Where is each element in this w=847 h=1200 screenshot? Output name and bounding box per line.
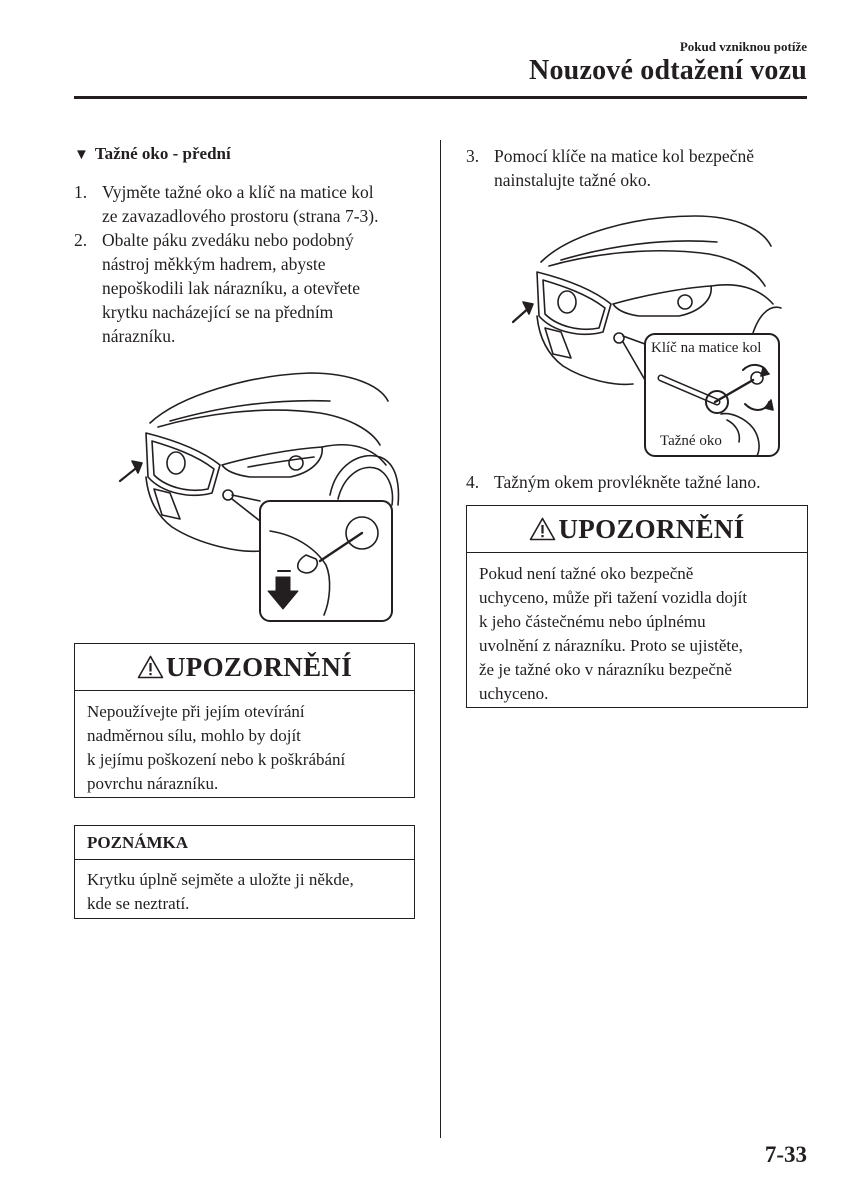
- warning-line: Nepoužívejte při jejím otevírání: [87, 702, 305, 721]
- wrench-label: Klíč na matice kol: [651, 340, 762, 356]
- warning-line: k jejímu poškození nebo k poškrábání: [87, 750, 346, 769]
- note-line: kde se neztratí.: [87, 894, 190, 913]
- step-line: nepoškodili lak nárazníku, a otevřete: [102, 278, 361, 298]
- step-line: Vyjměte tažné oko a klíč na matice kol: [102, 182, 374, 202]
- step-number: 4.: [466, 472, 480, 492]
- warning-title: UPOZORNĚNÍ: [165, 651, 352, 682]
- step-line: krytku nacházející se na předním: [102, 302, 334, 322]
- step-number: 3.: [466, 146, 480, 166]
- car-front-cover-illustration: [110, 365, 400, 627]
- step-line: nástroj měkkým hadrem, abyste: [102, 254, 326, 274]
- note-title: POZNÁMKA: [75, 826, 414, 860]
- warning-line: nadměrnou sílu, mohlo by dojít: [87, 726, 301, 745]
- warning-line: uchyceno.: [479, 684, 549, 703]
- step-4: [466, 470, 806, 494]
- warning-box-right: [466, 505, 808, 708]
- step-1: [74, 180, 424, 228]
- section-title: Pokud vzniknou potíže: [679, 39, 807, 54]
- page-title: Nouzové odtažení vozu: [529, 55, 807, 86]
- step-3: [466, 144, 806, 192]
- warning-body: [75, 691, 414, 804]
- note-line: Krytku úplně sejměte a uložte ji někde,: [87, 870, 354, 889]
- step-line: Pomocí klíče na matice kol bezpečně: [494, 146, 754, 166]
- tow-eye-install-illustration: [505, 212, 785, 460]
- subheading: [74, 144, 231, 164]
- page-number: 7-33: [764, 1142, 807, 1167]
- step-2: [74, 228, 424, 348]
- step-line: Obalte páku zvedáku nebo podobný: [102, 230, 354, 250]
- warning-title: UPOZORNĚNÍ: [558, 513, 745, 544]
- warning-line: povrchu nárazníku.: [87, 774, 219, 793]
- warning-box-left: [74, 643, 415, 798]
- warning-header: [467, 506, 807, 553]
- warning-header: [75, 644, 414, 691]
- step-number: 1.: [74, 182, 88, 202]
- step-number: 2.: [74, 230, 88, 250]
- warning-line: Pokud není tažné oko bezpečně: [479, 564, 694, 583]
- step-line: nainstalujte tažné oko.: [494, 170, 651, 190]
- subheading-text: Tažné oko - přední: [94, 144, 231, 163]
- header-rule: [74, 96, 807, 99]
- warning-line: uvolnění z nárazníku. Proto se ujistěte,: [479, 636, 743, 655]
- step-line: ze zavazadlového prostoru (strana 7-3).: [102, 206, 379, 226]
- triangle-bullet-icon: ▼: [74, 147, 89, 163]
- note-box: [74, 825, 415, 919]
- warning-triangle-icon: [529, 517, 556, 541]
- step-line: nárazníku.: [102, 326, 176, 346]
- step-line: Tažným okem provlékněte tažné lano.: [494, 472, 761, 492]
- warning-line: k jeho částečnému nebo úplnému: [479, 612, 706, 631]
- note-body: [75, 860, 414, 923]
- warning-body: [467, 553, 807, 714]
- column-divider: [440, 140, 441, 1138]
- warning-triangle-icon: [137, 655, 164, 679]
- warning-line: uchyceno, může při tažení vozidla dojít: [479, 588, 748, 607]
- tow-eye-label: Tažné oko: [660, 433, 722, 449]
- warning-line: že je tažné oko v nárazníku bezpečně: [479, 660, 732, 679]
